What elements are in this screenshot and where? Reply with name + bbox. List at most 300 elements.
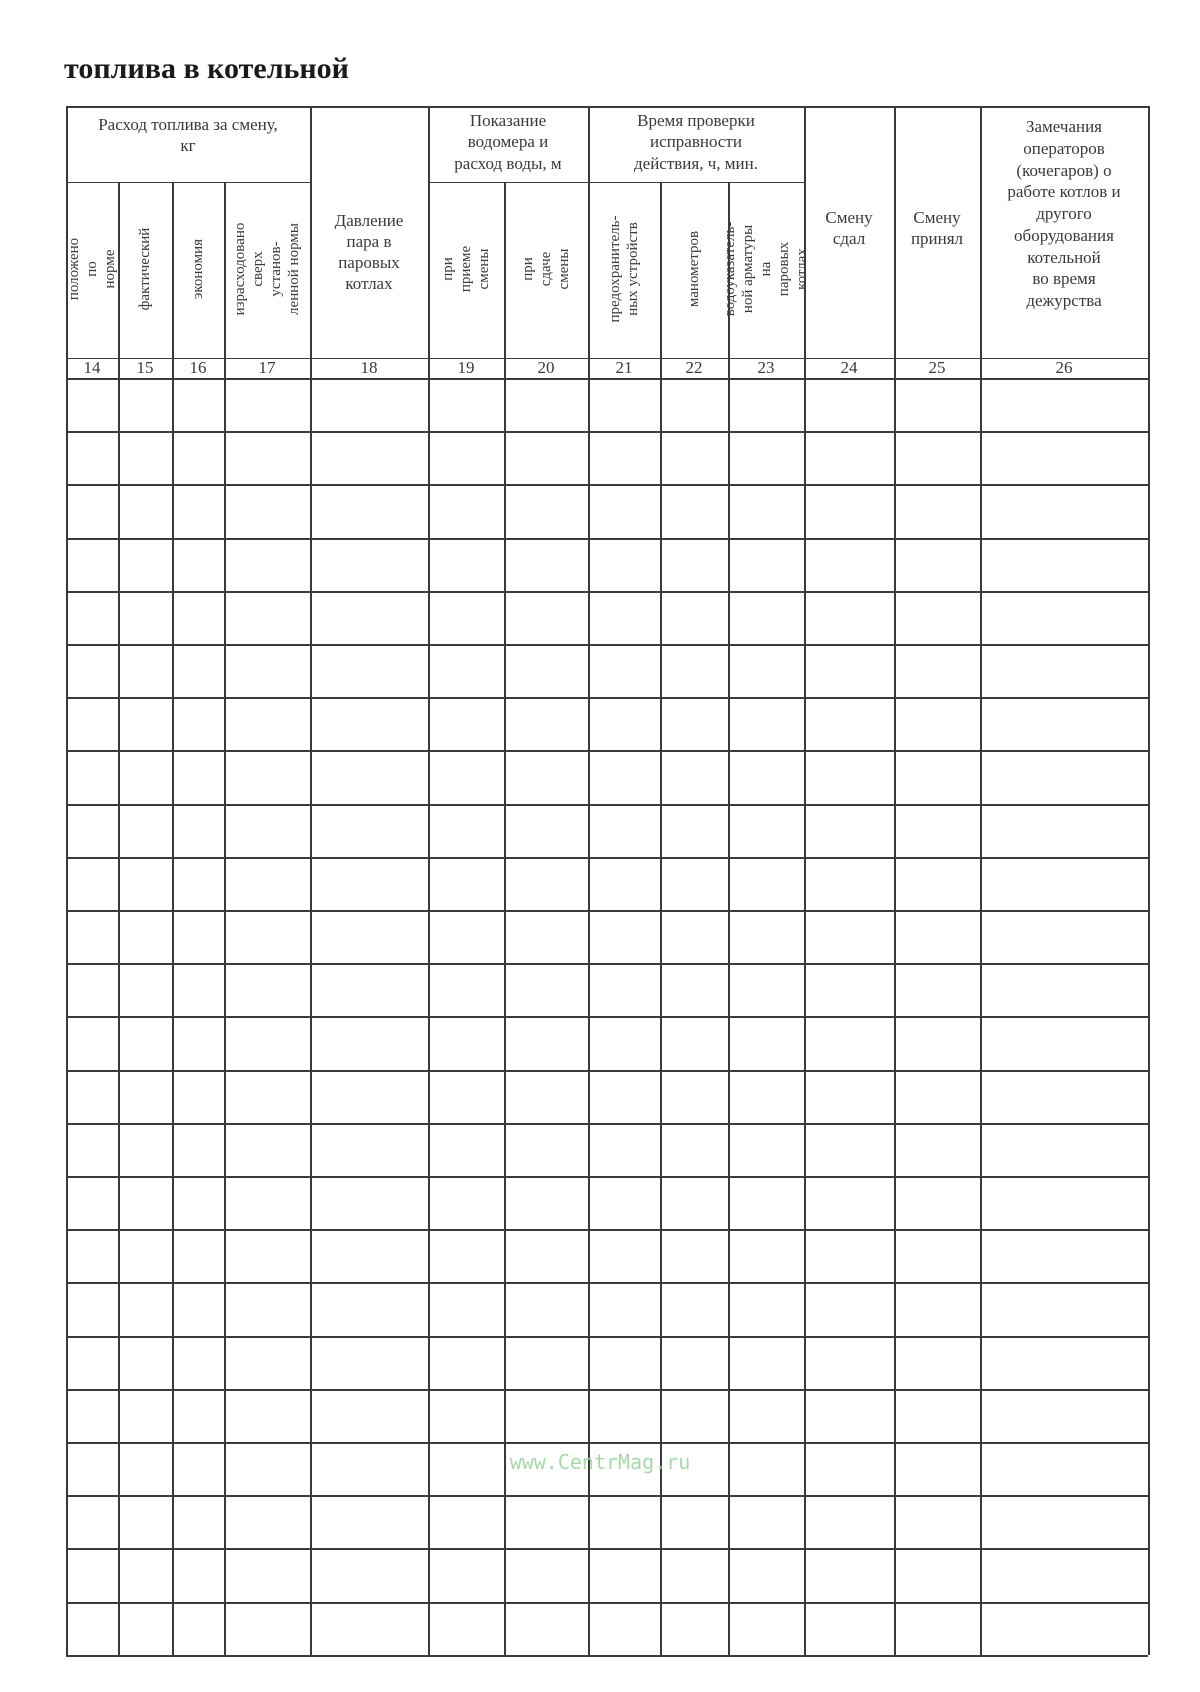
table-cell-col-21[interactable]	[588, 1229, 660, 1282]
table-cell-col-26[interactable]	[980, 1548, 1148, 1601]
table-cell-col-24[interactable]	[804, 750, 894, 803]
table-cell-col-23[interactable]	[728, 1548, 804, 1601]
table-cell-col-21[interactable]	[588, 963, 660, 1016]
table-cell-col-21[interactable]	[588, 484, 660, 537]
table-cell-col-25[interactable]	[894, 1016, 980, 1069]
table-cell-col-14[interactable]	[66, 963, 118, 1016]
table-cell-col-18[interactable]	[310, 1602, 428, 1655]
table-cell-col-15[interactable]	[118, 644, 172, 697]
table-cell-col-22[interactable]	[660, 484, 728, 537]
table-cell-col-23[interactable]	[728, 644, 804, 697]
table-cell-col-17[interactable]	[224, 1229, 310, 1282]
table-cell-col-24[interactable]	[804, 697, 894, 750]
table-cell-col-14[interactable]	[66, 910, 118, 963]
table-cell-col-20[interactable]	[504, 750, 588, 803]
table-cell-col-24[interactable]	[804, 1282, 894, 1335]
table-cell-col-14[interactable]	[66, 1123, 118, 1176]
table-cell-col-26[interactable]	[980, 1495, 1148, 1548]
table-cell-col-18[interactable]	[310, 1123, 428, 1176]
table-cell-col-25[interactable]	[894, 644, 980, 697]
table-cell-col-21[interactable]	[588, 1176, 660, 1229]
table-cell-col-19[interactable]	[428, 1548, 504, 1601]
table-cell-col-17[interactable]	[224, 431, 310, 484]
table-cell-col-20[interactable]	[504, 1229, 588, 1282]
table-cell-col-22[interactable]	[660, 1282, 728, 1335]
table-cell-col-24[interactable]	[804, 963, 894, 1016]
table-cell-col-19[interactable]	[428, 1229, 504, 1282]
table-cell-col-20[interactable]	[504, 804, 588, 857]
table-cell-col-19[interactable]	[428, 1282, 504, 1335]
table-cell-col-22[interactable]	[660, 378, 728, 431]
table-cell-col-24[interactable]	[804, 591, 894, 644]
table-cell-col-20[interactable]	[504, 697, 588, 750]
table-cell-col-14[interactable]	[66, 1229, 118, 1282]
table-cell-col-19[interactable]	[428, 1336, 504, 1389]
table-cell-col-24[interactable]	[804, 1176, 894, 1229]
table-cell-col-23[interactable]	[728, 378, 804, 431]
table-cell-col-26[interactable]	[980, 1602, 1148, 1655]
table-cell-col-23[interactable]	[728, 963, 804, 1016]
table-cell-col-15[interactable]	[118, 1016, 172, 1069]
table-cell-col-16[interactable]	[172, 591, 224, 644]
table-cell-col-14[interactable]	[66, 750, 118, 803]
table-cell-col-15[interactable]	[118, 857, 172, 910]
table-cell-col-22[interactable]	[660, 1336, 728, 1389]
table-cell-col-26[interactable]	[980, 857, 1148, 910]
table-cell-col-23[interactable]	[728, 857, 804, 910]
table-cell-col-16[interactable]	[172, 1282, 224, 1335]
table-cell-col-15[interactable]	[118, 484, 172, 537]
table-cell-col-15[interactable]	[118, 591, 172, 644]
table-cell-col-19[interactable]	[428, 1602, 504, 1655]
table-cell-col-22[interactable]	[660, 910, 728, 963]
table-cell-col-22[interactable]	[660, 1389, 728, 1442]
table-cell-col-14[interactable]	[66, 857, 118, 910]
table-cell-col-21[interactable]	[588, 1070, 660, 1123]
table-cell-col-16[interactable]	[172, 1548, 224, 1601]
table-cell-col-26[interactable]	[980, 591, 1148, 644]
table-cell-col-14[interactable]	[66, 804, 118, 857]
table-cell-col-19[interactable]	[428, 1123, 504, 1176]
table-cell-col-24[interactable]	[804, 1336, 894, 1389]
table-cell-col-21[interactable]	[588, 857, 660, 910]
table-cell-col-17[interactable]	[224, 1123, 310, 1176]
table-cell-col-25[interactable]	[894, 378, 980, 431]
table-cell-col-15[interactable]	[118, 378, 172, 431]
table-cell-col-22[interactable]	[660, 697, 728, 750]
table-cell-col-15[interactable]	[118, 750, 172, 803]
table-cell-col-22[interactable]	[660, 538, 728, 591]
table-cell-col-20[interactable]	[504, 1282, 588, 1335]
table-cell-col-16[interactable]	[172, 963, 224, 1016]
table-cell-col-26[interactable]	[980, 1016, 1148, 1069]
table-cell-col-18[interactable]	[310, 697, 428, 750]
table-cell-col-15[interactable]	[118, 804, 172, 857]
table-cell-col-16[interactable]	[172, 1495, 224, 1548]
table-cell-col-22[interactable]	[660, 1495, 728, 1548]
table-cell-col-25[interactable]	[894, 1389, 980, 1442]
table-cell-col-17[interactable]	[224, 1495, 310, 1548]
table-cell-col-24[interactable]	[804, 1070, 894, 1123]
table-cell-col-18[interactable]	[310, 1548, 428, 1601]
table-cell-col-25[interactable]	[894, 857, 980, 910]
table-cell-col-26[interactable]	[980, 1176, 1148, 1229]
table-cell-col-22[interactable]	[660, 1176, 728, 1229]
table-cell-col-16[interactable]	[172, 378, 224, 431]
table-cell-col-17[interactable]	[224, 750, 310, 803]
table-cell-col-24[interactable]	[804, 644, 894, 697]
table-cell-col-26[interactable]	[980, 1123, 1148, 1176]
table-cell-col-16[interactable]	[172, 750, 224, 803]
table-cell-col-18[interactable]	[310, 1495, 428, 1548]
table-cell-col-26[interactable]	[980, 431, 1148, 484]
table-cell-col-18[interactable]	[310, 910, 428, 963]
table-cell-col-18[interactable]	[310, 1282, 428, 1335]
table-cell-col-19[interactable]	[428, 750, 504, 803]
table-cell-col-16[interactable]	[172, 538, 224, 591]
table-cell-col-17[interactable]	[224, 697, 310, 750]
table-cell-col-25[interactable]	[894, 697, 980, 750]
table-cell-col-23[interactable]	[728, 1389, 804, 1442]
table-cell-col-26[interactable]	[980, 697, 1148, 750]
table-cell-col-19[interactable]	[428, 378, 504, 431]
table-cell-col-16[interactable]	[172, 1389, 224, 1442]
table-cell-col-16[interactable]	[172, 910, 224, 963]
table-cell-col-24[interactable]	[804, 857, 894, 910]
table-cell-col-25[interactable]	[894, 750, 980, 803]
table-cell-col-21[interactable]	[588, 697, 660, 750]
table-cell-col-18[interactable]	[310, 1176, 428, 1229]
table-cell-col-14[interactable]	[66, 591, 118, 644]
table-cell-col-26[interactable]	[980, 804, 1148, 857]
table-cell-col-20[interactable]	[504, 1336, 588, 1389]
table-cell-col-20[interactable]	[504, 1602, 588, 1655]
table-cell-col-17[interactable]	[224, 1389, 310, 1442]
table-cell-col-18[interactable]	[310, 857, 428, 910]
table-cell-col-25[interactable]	[894, 804, 980, 857]
table-cell-col-17[interactable]	[224, 1602, 310, 1655]
table-cell-col-22[interactable]	[660, 1123, 728, 1176]
table-cell-col-23[interactable]	[728, 1229, 804, 1282]
table-cell-col-17[interactable]	[224, 1070, 310, 1123]
table-cell-col-20[interactable]	[504, 431, 588, 484]
table-cell-col-16[interactable]	[172, 857, 224, 910]
table-cell-col-17[interactable]	[224, 1548, 310, 1601]
table-cell-col-19[interactable]	[428, 484, 504, 537]
table-cell-col-23[interactable]	[728, 484, 804, 537]
header-col-22	[660, 184, 728, 354]
table-cell-col-26[interactable]	[980, 378, 1148, 431]
table-cell-col-20[interactable]	[504, 484, 588, 537]
table-cell-col-23[interactable]	[728, 1016, 804, 1069]
table-cell-col-16[interactable]	[172, 1229, 224, 1282]
table-cell-col-14[interactable]	[66, 1389, 118, 1442]
table-cell-col-23[interactable]	[728, 1123, 804, 1176]
table-cell-col-22[interactable]	[660, 857, 728, 910]
table-cell-col-24[interactable]	[804, 1123, 894, 1176]
table-cell-col-19[interactable]	[428, 591, 504, 644]
table-cell-col-14[interactable]	[66, 1282, 118, 1335]
table-cell-col-21[interactable]	[588, 1495, 660, 1548]
table-cell-col-24[interactable]	[804, 484, 894, 537]
table-cell-col-24[interactable]	[804, 1602, 894, 1655]
table-cell-col-16[interactable]	[172, 1016, 224, 1069]
table-cell-col-22[interactable]	[660, 1229, 728, 1282]
table-cell-col-15[interactable]	[118, 1548, 172, 1601]
table-cell-col-20[interactable]	[504, 1016, 588, 1069]
table-cell-col-19[interactable]	[428, 538, 504, 591]
table-cell-col-18[interactable]	[310, 484, 428, 537]
table-cell-col-21[interactable]	[588, 1548, 660, 1601]
table-cell-col-24[interactable]	[804, 1495, 894, 1548]
table-cell-col-25[interactable]	[894, 431, 980, 484]
table-cell-col-17[interactable]	[224, 1016, 310, 1069]
table-cell-col-21[interactable]	[588, 750, 660, 803]
table-cell-col-16[interactable]	[172, 1176, 224, 1229]
table-cell-col-26[interactable]	[980, 538, 1148, 591]
table-cell-col-24[interactable]	[804, 431, 894, 484]
table-cell-col-18[interactable]	[310, 431, 428, 484]
table-cell-col-15[interactable]	[118, 1389, 172, 1442]
table-cell-col-20[interactable]	[504, 538, 588, 591]
table-cell-col-16[interactable]	[172, 1123, 224, 1176]
table-cell-col-23[interactable]	[728, 538, 804, 591]
table-cell-col-22[interactable]	[660, 1016, 728, 1069]
table-cell-col-26[interactable]	[980, 750, 1148, 803]
table-cell-col-19[interactable]	[428, 644, 504, 697]
table-cell-col-19[interactable]	[428, 697, 504, 750]
table-cell-col-25[interactable]	[894, 1282, 980, 1335]
table-cell-col-21[interactable]	[588, 804, 660, 857]
table-cell-col-26[interactable]	[980, 1389, 1148, 1442]
table-cell-col-16[interactable]	[172, 484, 224, 537]
table-cell-col-25[interactable]	[894, 591, 980, 644]
table-cell-col-23[interactable]	[728, 591, 804, 644]
table-cell-col-24[interactable]	[804, 378, 894, 431]
table-cell-col-22[interactable]	[660, 963, 728, 1016]
table-cell-col-23[interactable]	[728, 1495, 804, 1548]
table-cell-col-14[interactable]	[66, 1176, 118, 1229]
table-cell-col-26[interactable]	[980, 484, 1148, 537]
table-cell-col-19[interactable]	[428, 910, 504, 963]
table-cell-col-18[interactable]	[310, 804, 428, 857]
table-cell-col-14[interactable]	[66, 1495, 118, 1548]
table-cell-col-17[interactable]	[224, 1176, 310, 1229]
table-cell-col-17[interactable]	[224, 484, 310, 537]
table-cell-col-26[interactable]	[980, 910, 1148, 963]
table-cell-col-26[interactable]	[980, 1336, 1148, 1389]
table-cell-col-24[interactable]	[804, 804, 894, 857]
table-cell-col-24[interactable]	[804, 1016, 894, 1069]
table-cell-col-21[interactable]	[588, 1602, 660, 1655]
table-cell-col-25[interactable]	[894, 1123, 980, 1176]
table-cell-col-15[interactable]	[118, 1602, 172, 1655]
table-cell-col-22[interactable]	[660, 591, 728, 644]
table-cell-col-24[interactable]	[804, 538, 894, 591]
table-cell-col-19[interactable]	[428, 1016, 504, 1069]
table-cell-col-15[interactable]	[118, 963, 172, 1016]
table-cell-col-20[interactable]	[504, 1495, 588, 1548]
table-cell-col-15[interactable]	[118, 1176, 172, 1229]
table-cell-col-16[interactable]	[172, 1070, 224, 1123]
table-cell-col-22[interactable]	[660, 804, 728, 857]
table-cell-col-16[interactable]	[172, 804, 224, 857]
table-cell-col-14[interactable]	[66, 1070, 118, 1123]
table-cell-col-25[interactable]	[894, 484, 980, 537]
table-cell-col-15[interactable]	[118, 538, 172, 591]
table-cell-col-14[interactable]	[66, 1548, 118, 1601]
table-cell-col-15[interactable]	[118, 1070, 172, 1123]
table-cell-col-22[interactable]	[660, 1548, 728, 1601]
table-cell-col-15[interactable]	[118, 1229, 172, 1282]
table-cell-col-14[interactable]	[66, 378, 118, 431]
table-cell-col-25[interactable]	[894, 1602, 980, 1655]
table-cell-col-18[interactable]	[310, 378, 428, 431]
table-cell-col-20[interactable]	[504, 591, 588, 644]
table-cell-col-18[interactable]	[310, 1229, 428, 1282]
table-cell-col-26[interactable]	[980, 1229, 1148, 1282]
table-cell-col-21[interactable]	[588, 1016, 660, 1069]
table-cell-col-22[interactable]	[660, 431, 728, 484]
table-cell-col-15[interactable]	[118, 1336, 172, 1389]
table-cell-col-18[interactable]	[310, 1336, 428, 1389]
table-cell-col-21[interactable]	[588, 1389, 660, 1442]
table-cell-col-26[interactable]	[980, 1070, 1148, 1123]
table-cell-col-18[interactable]	[310, 591, 428, 644]
table-cell-col-18[interactable]	[310, 1016, 428, 1069]
table-cell-col-15[interactable]	[118, 910, 172, 963]
table-cell-col-18[interactable]	[310, 963, 428, 1016]
table-cell-col-16[interactable]	[172, 1336, 224, 1389]
table-cell-col-22[interactable]	[660, 1070, 728, 1123]
table-cell-col-19[interactable]	[428, 1389, 504, 1442]
table-cell-col-18[interactable]	[310, 538, 428, 591]
table-cell-col-15[interactable]	[118, 1495, 172, 1548]
table-cell-col-25[interactable]	[894, 963, 980, 1016]
table-cell-col-24[interactable]	[804, 1548, 894, 1601]
table-cell-col-23[interactable]	[728, 1602, 804, 1655]
table-cell-col-15[interactable]	[118, 1282, 172, 1335]
table-cell-col-21[interactable]	[588, 431, 660, 484]
table-cell-col-22[interactable]	[660, 750, 728, 803]
table-cell-col-14[interactable]	[66, 1336, 118, 1389]
table-cell-col-24[interactable]	[804, 1389, 894, 1442]
table-cell-col-17[interactable]	[224, 857, 310, 910]
table-cell-col-18[interactable]	[310, 1070, 428, 1123]
table-cell-col-20[interactable]	[504, 1548, 588, 1601]
table-cell-col-20[interactable]	[504, 1389, 588, 1442]
table-cell-col-21[interactable]	[588, 910, 660, 963]
table-cell-col-26[interactable]	[980, 963, 1148, 1016]
table-cell-col-16[interactable]	[172, 644, 224, 697]
table-cell-col-17[interactable]	[224, 591, 310, 644]
table-cell-col-23[interactable]	[728, 804, 804, 857]
table-cell-col-17[interactable]	[224, 1282, 310, 1335]
table-cell-col-23[interactable]	[728, 1176, 804, 1229]
table-cell-col-14[interactable]	[66, 1016, 118, 1069]
table-cell-col-26[interactable]	[980, 644, 1148, 697]
table-cell-col-20[interactable]	[504, 857, 588, 910]
table-cell-col-14[interactable]	[66, 431, 118, 484]
table-cell-col-15[interactable]	[118, 431, 172, 484]
table-cell-col-21[interactable]	[588, 1336, 660, 1389]
table-cell-col-17[interactable]	[224, 804, 310, 857]
table-cell-col-15[interactable]	[118, 1123, 172, 1176]
table-cell-col-25[interactable]	[894, 1070, 980, 1123]
table-cell-col-14[interactable]	[66, 538, 118, 591]
table-cell-col-16[interactable]	[172, 1602, 224, 1655]
table-cell-col-17[interactable]	[224, 378, 310, 431]
table-cell-col-19[interactable]	[428, 857, 504, 910]
table-cell-col-17[interactable]	[224, 910, 310, 963]
table-cell-col-24[interactable]	[804, 910, 894, 963]
table-cell-col-15[interactable]	[118, 697, 172, 750]
table-cell-col-21[interactable]	[588, 591, 660, 644]
table-cell-col-19[interactable]	[428, 963, 504, 1016]
table-cell-col-20[interactable]	[504, 1070, 588, 1123]
table-cell-col-19[interactable]	[428, 1495, 504, 1548]
table-cell-col-26[interactable]	[980, 1282, 1148, 1335]
table-cell-col-25[interactable]	[894, 1336, 980, 1389]
table-cell-col-20[interactable]	[504, 378, 588, 431]
table-cell-col-23[interactable]	[728, 750, 804, 803]
table-cell-col-23[interactable]	[728, 1070, 804, 1123]
table-cell-col-23[interactable]	[728, 910, 804, 963]
table-cell-col-25[interactable]	[894, 910, 980, 963]
table-cell-col-25[interactable]	[894, 1495, 980, 1548]
table-cell-col-16[interactable]	[172, 431, 224, 484]
table-cell-col-14[interactable]	[66, 484, 118, 537]
table-cell-col-25[interactable]	[894, 538, 980, 591]
table-cell-col-22[interactable]	[660, 1602, 728, 1655]
table-cell-col-20[interactable]	[504, 910, 588, 963]
table-cell-col-20[interactable]	[504, 644, 588, 697]
table-cell-col-23[interactable]	[728, 697, 804, 750]
table-cell-col-22[interactable]	[660, 644, 728, 697]
table-cell-col-20[interactable]	[504, 963, 588, 1016]
table-cell-col-17[interactable]	[224, 963, 310, 1016]
table-cell-col-18[interactable]	[310, 644, 428, 697]
table-cell-col-25[interactable]	[894, 1548, 980, 1601]
table-cell-col-23[interactable]	[728, 1336, 804, 1389]
table-cell-col-21[interactable]	[588, 644, 660, 697]
table-cell-col-21[interactable]	[588, 1282, 660, 1335]
table-cell-col-19[interactable]	[428, 1070, 504, 1123]
table-cell-col-19[interactable]	[428, 431, 504, 484]
table-cell-col-14[interactable]	[66, 1602, 118, 1655]
table-cell-col-23[interactable]	[728, 431, 804, 484]
table-cell-col-14[interactable]	[66, 644, 118, 697]
table-cell-col-16[interactable]	[172, 697, 224, 750]
table-cell-col-17[interactable]	[224, 644, 310, 697]
table-cell-col-21[interactable]	[588, 1123, 660, 1176]
table-cell-col-18[interactable]	[310, 750, 428, 803]
table-cell-col-19[interactable]	[428, 804, 504, 857]
table-cell-col-21[interactable]	[588, 538, 660, 591]
table-cell-col-21[interactable]	[588, 378, 660, 431]
table-cell-col-25[interactable]	[894, 1176, 980, 1229]
table-cell-col-24[interactable]	[804, 1229, 894, 1282]
table-cell-col-25[interactable]	[894, 1229, 980, 1282]
table-cell-col-20[interactable]	[504, 1176, 588, 1229]
table-cell-col-14[interactable]	[66, 697, 118, 750]
table-cell-col-17[interactable]	[224, 1336, 310, 1389]
table-cell-col-18[interactable]	[310, 1389, 428, 1442]
table-cell-col-23[interactable]	[728, 1282, 804, 1335]
table-cell-col-20[interactable]	[504, 1123, 588, 1176]
table-cell-col-19[interactable]	[428, 1176, 504, 1229]
table-cell-col-17[interactable]	[224, 538, 310, 591]
